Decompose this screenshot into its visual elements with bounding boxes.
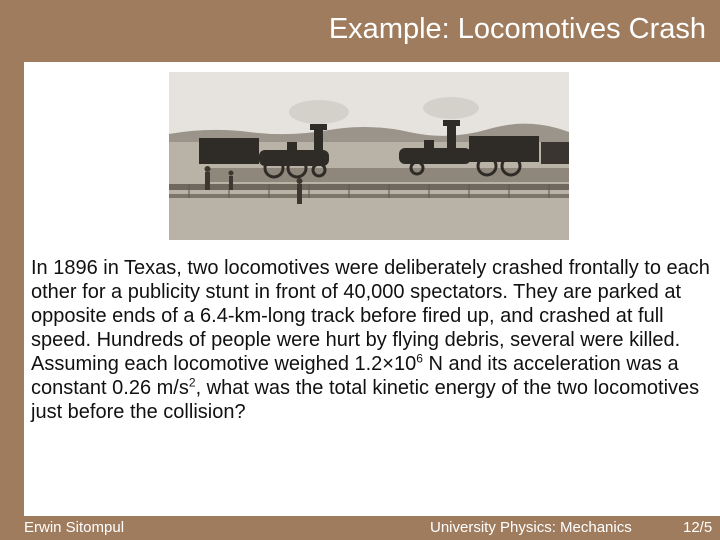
exponent-weight: 6 <box>416 351 423 366</box>
footer-author: Erwin Sitompul <box>24 519 125 536</box>
question-part-3: , what was the total kinetic energy of the two locomotives just before the collision? <box>31 377 700 423</box>
question-paragraph <box>31 352 717 424</box>
slide-content <box>24 62 720 516</box>
story-paragraph: In 1896 in Texas, two locomotives were deliberately crashed frontally to each other for a publicity stunt in front of 40,000 spectators. They are parked at opposite ends of a 6.4-km-long track before fired up, and crashed at full speed. Hundreds of people were hurt by flying debris, several were killed. <box>31 257 710 351</box>
footer-page-number: 12/5 <box>683 519 713 536</box>
footer-course: University Physics: Mechanics <box>430 519 632 536</box>
locomotives-illustration <box>169 72 569 240</box>
slide-footer <box>0 516 720 540</box>
exponent-acceleration: 2 <box>188 375 196 390</box>
problem-text <box>31 256 717 424</box>
locomotives-photo <box>169 72 569 240</box>
question-part-2: N and its acceleration was a constant 0.26 m/s <box>31 353 679 399</box>
question-part-1: Assuming each locomotive weighed 1.2×10 <box>31 353 417 375</box>
slide-title: Example: Locomotives Crash <box>328 13 706 45</box>
